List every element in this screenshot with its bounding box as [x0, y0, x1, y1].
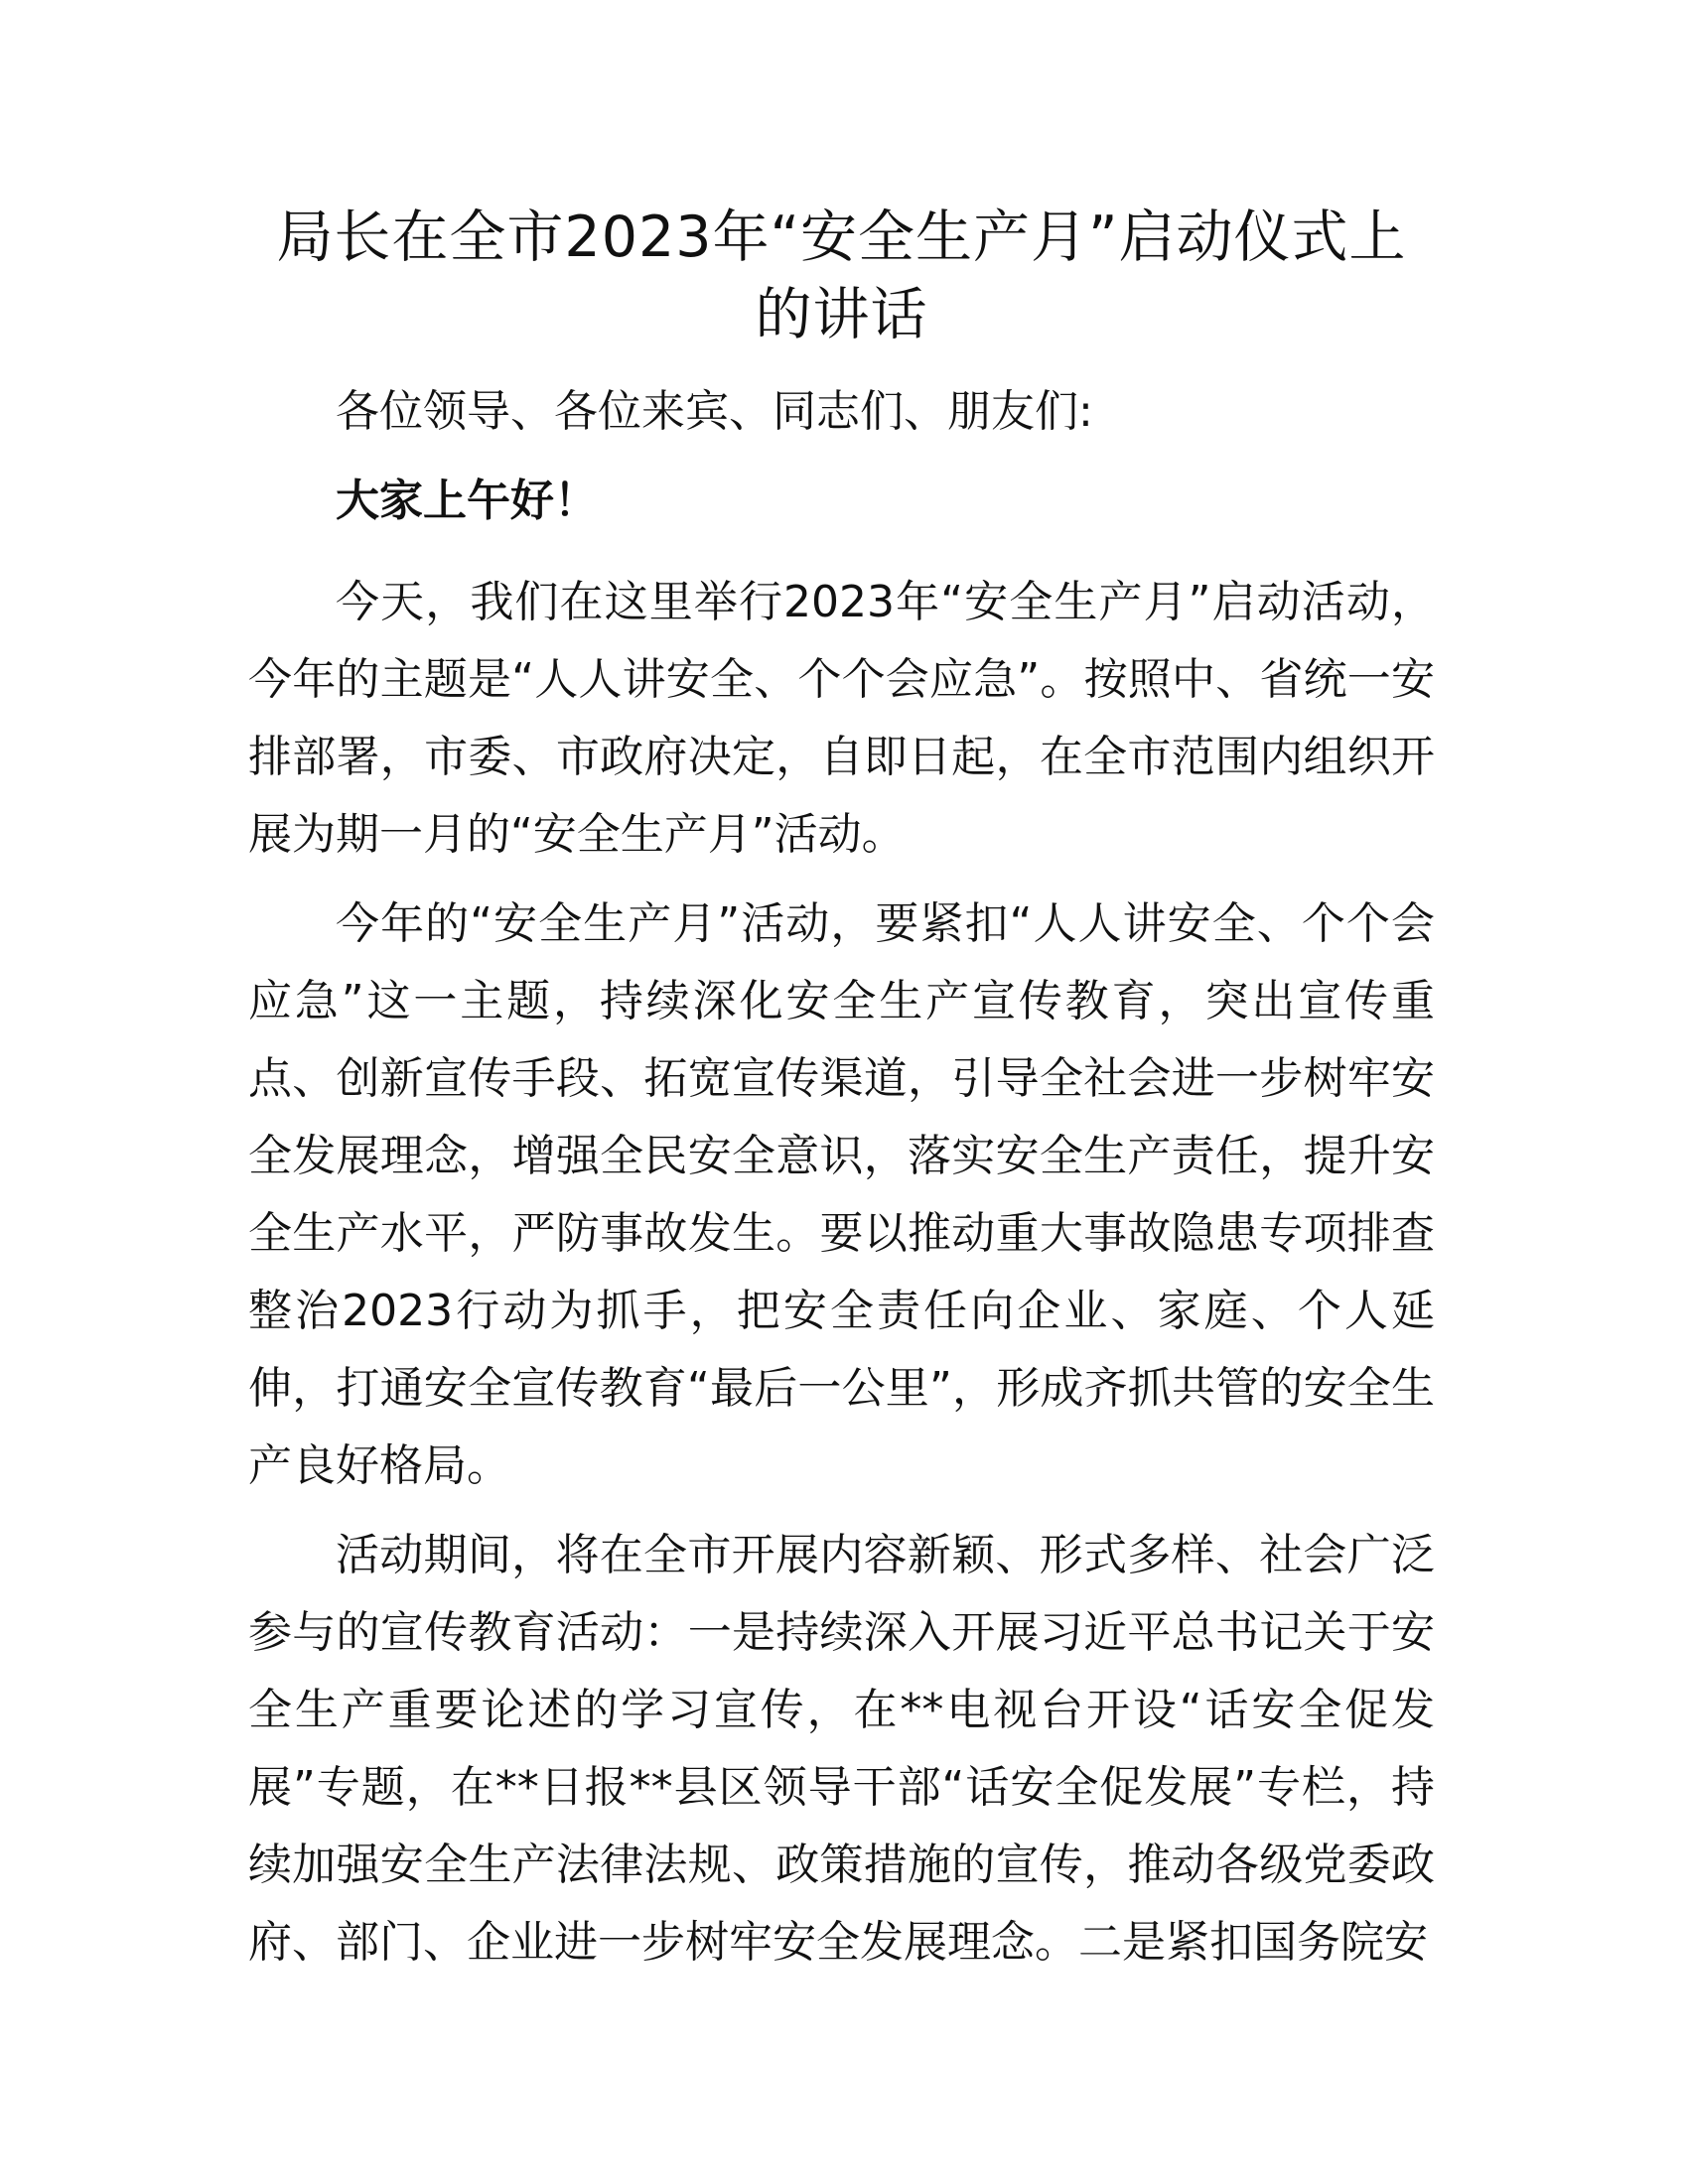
- document-title: [248, 199, 1435, 353]
- title-line-2: 的讲话: [755, 282, 928, 347]
- greeting: 大家上午好！: [336, 476, 598, 526]
- paragraph-2: 今年的“安全生产月”活动，要紧扣“人人讲安全、个个会应急”这一主题，持续深化安全生产宣传教育，突出宣传重点、创新宣传手段、拓宽宣传渠道，引导全社会进一步树牢安全发展理念，增强全民安全意识，落实安全生产责任，提升安全生产水平，严防事故发生。要以推动重大事故隐患专项排查整治2023行动为抓手，把安全责任向企业、家庭、个人延伸，打通安全宣传教育“最后一公里”，形成齐抓共管的安全生产良好格局。: [248, 898, 1435, 1491]
- title-line-1: 局长在全市2023年“安全生产月”启动仪式上: [276, 205, 1407, 270]
- document-page: [248, 199, 1435, 1993]
- paragraph-3: 活动期间，将在全市开展内容新颖、形式多样、社会广泛参与的宣传教育活动：一是持续深入开展习近平总书记关于安全生产重要论述的学习宣传，在**电视台开设“话安全促发展”专题，在**日报**县区领导干部“话安全促发展”专栏，持续加强安全生产法律法规、政策措施的宣传，推动各级党委政府、部门、企业进一步树牢安全发展理念。二是紧扣国务院安: [248, 1530, 1435, 1968]
- paragraph-1: 今天，我们在这里举行2023年“安全生产月”启动活动，今年的主题是“人人讲安全、个个会应急”。按照中、省统一安排部署，市委、市政府决定，自即日起，在全市范围内组织开展为期一月的“安全生产月”活动。: [248, 577, 1435, 860]
- salutation: 各位领导、各位来宾、同志们、朋友们:: [336, 386, 1093, 437]
